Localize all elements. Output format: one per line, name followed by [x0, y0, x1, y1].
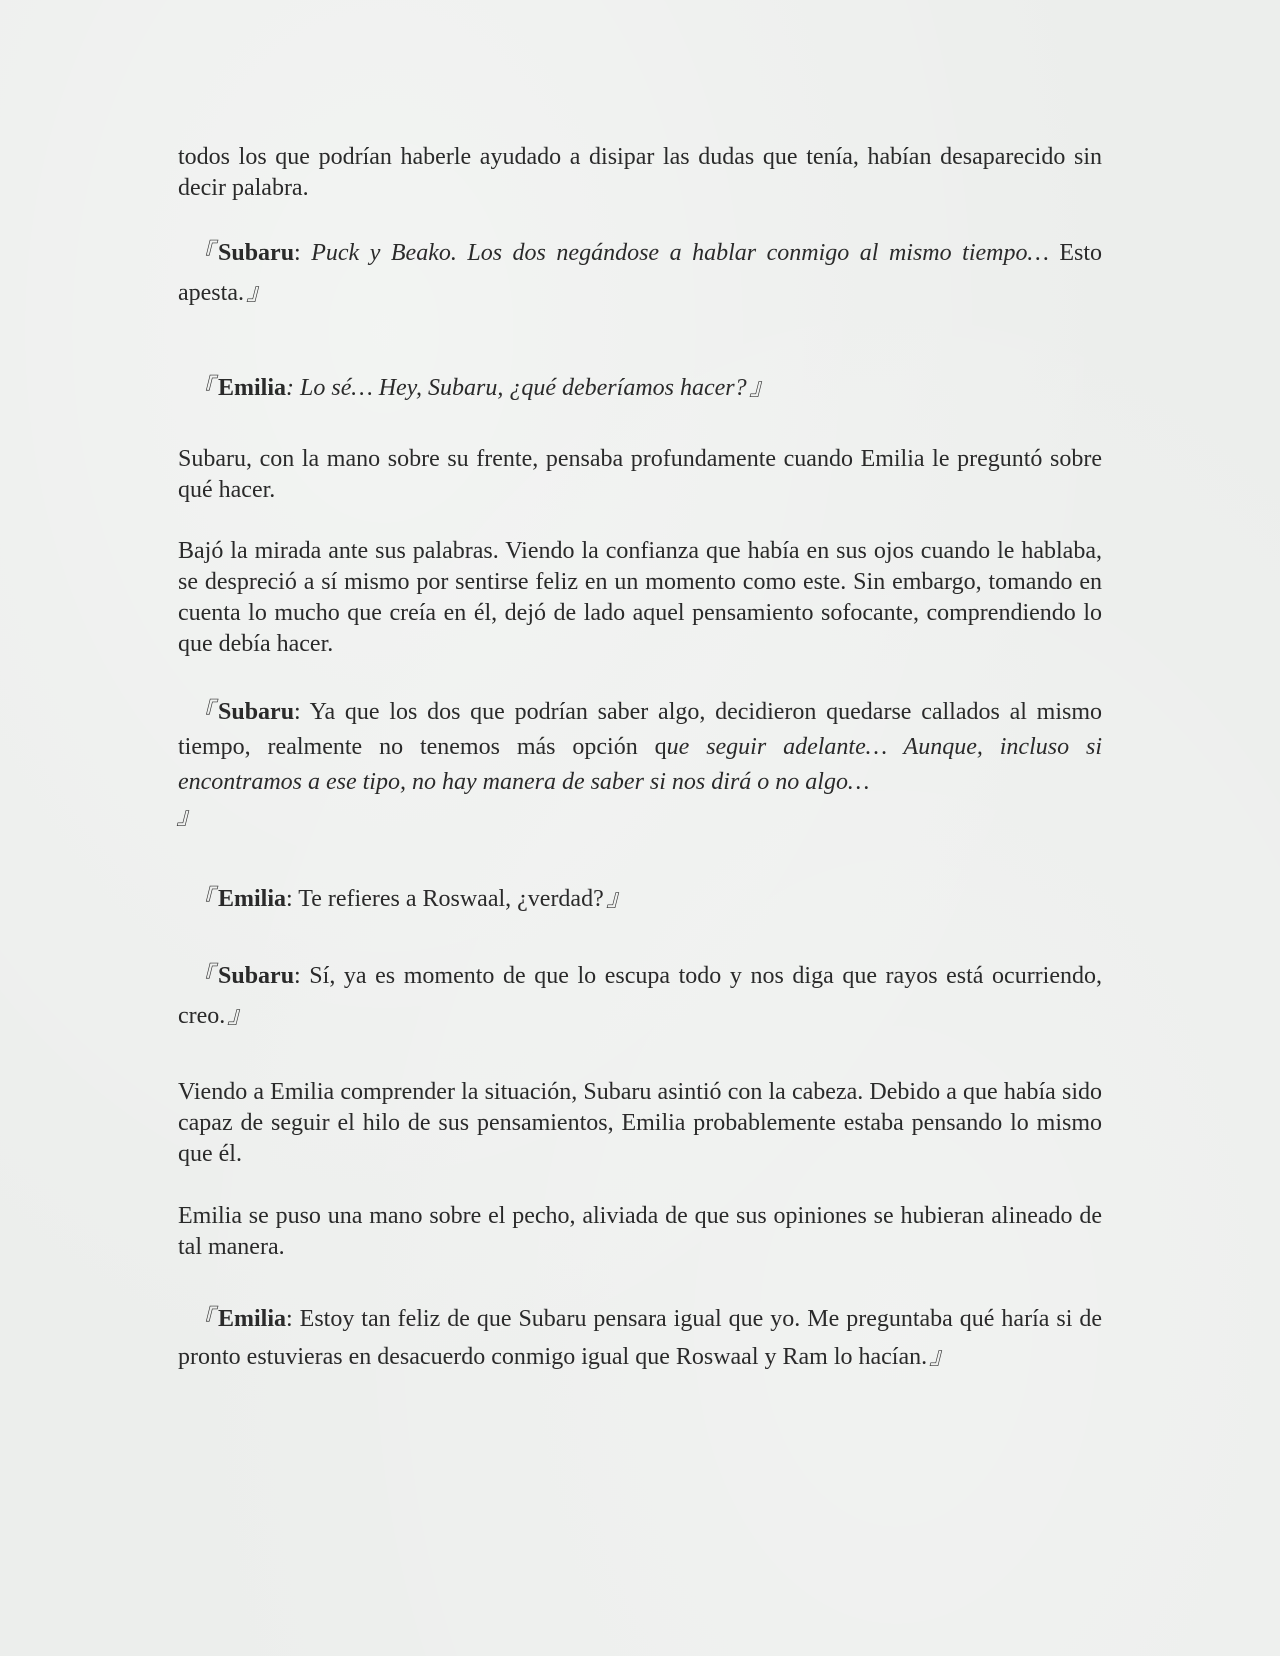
dialogue-text: Puck y Beako. Los dos negándose a hablar conmigo al mismo tiempo…	[300, 240, 1060, 266]
dialogue-text-plain: Te refieres a Roswaal, ¿verdad?	[292, 886, 604, 912]
narration-paragraph-5: Emilia se puso una mano sobre el pecho, aliviada de que sus opiniones se hubieran alineado de tal manera.	[178, 1203, 1102, 1260]
narration-paragraph-3: Bajó la mirada ante sus palabras. Viendo la confianza que había en sus ojos cuando le hablaba, se despreció a sí mismo por sentirse feliz en un momento como este. Sin embargo, tomando en cuenta lo mucho que creía en él, dejó de lado aquel pensamiento sofocante, comprendiendo lo que debía hacer.	[178, 538, 1102, 657]
dialogue-text: Lo sé… Hey, Subaru, ¿qué deberíamos hacer?	[294, 375, 747, 401]
dialogue-text: ue seguir adelante… Aunque, incluso si encontramos a ese tipo, no hay manera de saber si nos dirá o no algo…	[178, 734, 1102, 795]
speaker-colon: :	[286, 375, 295, 401]
dialogue-text-plain: Sí, ya es momento de que lo escupa todo y nos diga que rayos está ocurriendo, creo.	[178, 963, 1102, 1029]
speaker-name: Subaru	[218, 963, 295, 989]
dialogue-emilia-1	[178, 368, 1102, 408]
narration-paragraph-1: todos los que podrían haberle ayudado a disipar las dudas que tenía, habían desaparecido sin decir palabra.	[178, 144, 1102, 201]
close-quote-mark: 』	[244, 280, 276, 306]
close-quote-mark: 』	[747, 375, 778, 401]
narration-paragraph-2: Subaru, con la mano sobre su frente, pensaba profundamente cuando Emilia le preguntó sobre qué hacer.	[178, 446, 1102, 503]
close-quote-mark: 』	[927, 1344, 959, 1370]
dialogue-subaru-1	[178, 233, 1102, 313]
dialogue-emilia-2	[178, 879, 1102, 919]
dialogue-emilia-3	[178, 1300, 1102, 1376]
close-quote-mark: 』	[174, 804, 206, 830]
speaker-colon: :	[294, 240, 301, 266]
dialogue-text-plain: Ya que los dos que podrían saber algo, decidieron quedarse callados al mismo tiempo, realmente no tenemos más opción q	[178, 699, 1102, 760]
dialogue-subaru-2	[174, 695, 1102, 835]
speaker-name: Subaru	[218, 240, 295, 266]
speaker-name: Emilia	[218, 1306, 287, 1332]
speaker-colon: :	[286, 1306, 293, 1332]
open-quote-mark: 『	[188, 886, 220, 912]
speaker-colon: :	[294, 699, 301, 725]
dialogue-subaru-3	[178, 956, 1102, 1036]
open-quote-mark: 『	[188, 963, 220, 989]
speaker-name: Emilia	[218, 886, 287, 912]
speaker-colon: :	[294, 963, 301, 989]
speaker-name: Subaru	[218, 699, 295, 725]
open-quote-mark: 『	[188, 699, 220, 725]
speaker-colon: :	[286, 886, 293, 912]
speaker-name: Emilia	[218, 375, 287, 401]
open-quote-mark: 『	[188, 240, 220, 266]
dialogue-text-plain: Estoy tan feliz de que Subaru pensara igual que yo. Me preguntaba qué haría si de pronto estuvieras en desacuerdo conmigo igual que Roswaal y Ram lo hacían.	[178, 1306, 1102, 1370]
open-quote-mark: 『	[188, 375, 220, 401]
narration-paragraph-4: Viendo a Emilia comprender la situación, Subaru asintió con la cabeza. Debido a que había sido capaz de seguir el hilo de sus pensamientos, Emilia probablemente estaba pensando lo mismo que él.	[178, 1079, 1102, 1167]
dialogue-text-plain: Esto apesta.	[178, 240, 1102, 306]
open-quote-mark: 『	[188, 1306, 220, 1332]
close-quote-mark: 』	[604, 886, 635, 912]
close-quote-mark: 』	[226, 1003, 257, 1029]
